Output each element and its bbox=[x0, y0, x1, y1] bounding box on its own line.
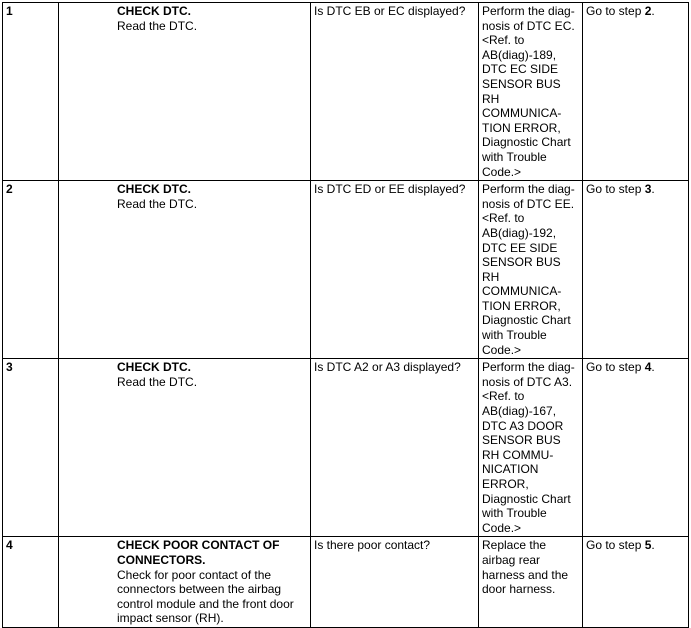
no-action-suffix: . bbox=[651, 4, 655, 18]
next-step-number: 5 bbox=[644, 538, 652, 553]
check-question: Is DTC A2 or A3 displayed? bbox=[311, 359, 479, 537]
next-step-number: 4 bbox=[644, 360, 652, 375]
no-action-suffix: . bbox=[651, 538, 655, 553]
yes-action: Perform the diagnosis of DTC EC. <Ref. to AB(diag)-189, DTC EC SIDE SENSOR BUS RH COMMUNICATION ERROR, Diagnostic Chart with Trouble Code.> bbox=[479, 3, 583, 181]
no-action-prefix: Go to step bbox=[586, 4, 645, 18]
no-action bbox=[583, 3, 689, 181]
check-question: Is there poor contact? bbox=[311, 537, 479, 628]
no-action-prefix: Go to step bbox=[586, 360, 645, 375]
next-step-number: 3 bbox=[644, 182, 652, 197]
no-action bbox=[583, 537, 689, 628]
step-title: CHECK DTC. bbox=[117, 360, 191, 375]
check-question: Is DTC ED or EE displayed? bbox=[311, 181, 479, 359]
step-description: Read the DTC. bbox=[117, 196, 198, 211]
diagnostic-procedure-table bbox=[2, 2, 689, 628]
yes-action: Perform the diagnosis of DTC EE. <Ref. to AB(diag)-192, DTC EE SIDE SENSOR BUS RH COMMUNICATION ERROR, Diagnostic Chart with Trouble Code.> bbox=[479, 181, 583, 359]
step-number: 4 bbox=[3, 537, 59, 628]
table-row bbox=[3, 181, 689, 359]
no-action-prefix: Go to step bbox=[586, 538, 645, 553]
next-step-number: 2 bbox=[644, 4, 652, 18]
step-description: Read the DTC. bbox=[117, 374, 198, 389]
yes-action: Replace the airbag rear harness and the door harness. bbox=[479, 537, 583, 628]
step-title: CHECK DTC. bbox=[117, 182, 191, 197]
no-action-suffix: . bbox=[651, 360, 655, 375]
step-cell bbox=[59, 3, 311, 181]
step-cell bbox=[59, 359, 311, 537]
step-title: CHECK DTC. bbox=[117, 4, 191, 18]
step-number: 2 bbox=[3, 181, 59, 359]
table-row bbox=[3, 3, 689, 181]
step-description: Check for poor contact of the connectors between the airbag control module and the front door impact sensor (RH). bbox=[117, 567, 294, 626]
table-row bbox=[3, 537, 689, 628]
step-number: 1 bbox=[3, 3, 59, 181]
no-action bbox=[583, 181, 689, 359]
no-action-suffix: . bbox=[651, 182, 655, 197]
step-cell bbox=[59, 537, 311, 628]
check-question: Is DTC EB or EC displayed? bbox=[311, 3, 479, 181]
step-description: Read the DTC. bbox=[117, 18, 198, 33]
step-title: CHECK POOR CONTACT OF CONNECTORS. bbox=[117, 538, 280, 567]
step-cell bbox=[59, 181, 311, 359]
table-row bbox=[3, 359, 689, 537]
no-action bbox=[583, 359, 689, 537]
yes-action: Perform the diagnosis of DTC A3. <Ref. to AB(diag)-167, DTC A3 DOOR SENSOR BUS RH COMMUNICATION ERROR, Diagnostic Chart with Trouble Code.> bbox=[479, 359, 583, 537]
no-action-prefix: Go to step bbox=[586, 182, 645, 197]
step-number: 3 bbox=[3, 359, 59, 537]
